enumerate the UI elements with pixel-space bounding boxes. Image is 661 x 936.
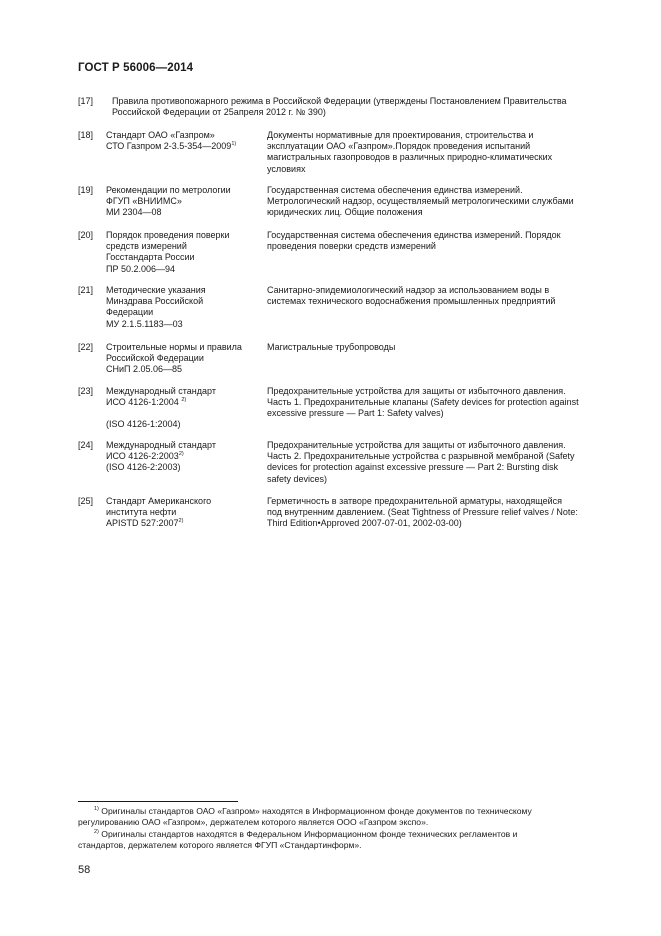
reference-description: Государственная система обеспечения единства измерений. Метрологический надзор, осуществляемый метрологическими службами юридических лиц. Общие положения [267,185,574,218]
reference-number: [21] [78,285,94,295]
reference-description: Правила противопожарного режима в Российской Федерации (утверждены Постановлением Правительства Российской Федерации от 25апреля 2012 г. № 390) [112,96,567,118]
reference-description: Санитарно-эпидемиологический надзор за использованием воды в системах технического водоснабжения промышленных предприятий [267,285,556,307]
footnote-1: $^{1)}$ Оригиналы стандартов ОАО «Газпром» находятся в Информационном фонде документов по техническому регулированию ОАО «Газпром», держателем которого является ООО «Газпром экспо». [78,806,532,827]
reference-number: [23] [78,386,94,396]
reference-description: Документы нормативные для проектирования, строительства и эксплуатации ОАО «Газпром».Порядок проведения испытаний магистральных газопроводов в различных природно-климатических условиях [267,130,553,174]
reference-title: Стандарт Американского института нефти APISTD 527:2007$^{2)}$ [106,496,212,529]
document-header: ГОСТ Р 56006—2014 [78,62,194,74]
footnote-mark: 2) [94,829,99,835]
reference-title: Международный стандарт ИСО 4126-2:2003$^{2)}$ (ISO 4126-2:2003) [106,440,216,473]
footnote-mark: 2) [178,451,184,458]
footnote-mark: 2) [181,397,187,404]
reference-title: Международный стандарт ИСО 4126-1:2004 $^{2)}$ (ISO 4126-1:2004) [106,386,216,430]
reference-number: [17] [78,96,94,106]
reference-number: [20] [78,230,94,240]
reference-number: [25] [78,496,94,506]
page-number: 58 [78,864,91,876]
reference-title: Стандарт ОАО «Газпром» СТО Газпром 2-3.5-354—2009$^{1)}$ [106,130,237,152]
reference-number: [22] [78,342,94,352]
footnote-2: $^{2)}$ Оригиналы стандартов находятся в Федеральном Информационном фонде технических регламентов и стандартов, держателем которого является ФГУП «Стандартинформ». [78,829,518,850]
reference-title: Порядок проведения поверки средств измерений Госстандарта России ПР 50.2.006—94 [106,230,230,274]
reference-description: Предохранительные устройства для защиты от избыточного давления. Часть 2. Предохранительные устройства с разрывной мембраной (Safety devices for protection against excessive pressure — Part 2: Bursting disk safety devices) [267,440,575,484]
reference-number: [24] [78,440,94,450]
footnote-mark: 1) [231,141,237,148]
reference-description: Предохранительные устройства для защиты от избыточного давления. Часть 1. Предохранительные клапаны (Safety devices for protection against excessive pressure — Part 1: Safety valves) [267,386,579,419]
footnote-mark: 2) [178,518,184,525]
reference-number: [19] [78,185,94,195]
reference-number: [18] [78,130,94,140]
reference-description: Магистральные трубопроводы [267,342,396,352]
reference-title: Методические указания Минздрава Российской Федерации МУ 2.1.5.1183—03 [106,285,206,329]
reference-description: Государственная система обеспечения единства измерений. Порядок проведения поверки средств измерений [267,230,561,252]
reference-description: Герметичность в затворе предохранительной арматуры, находящейся под внутренним давлением. (Seat Tightness of Pressure relief valves / Note: Third Edition•Approved 2007-07-01, 2002-03-00) [267,496,578,529]
footnote-mark: 1) [94,806,99,812]
footnote-divider [78,801,238,802]
reference-title: Строительные нормы и правила Российской Федерации СНиП 2.05.06—85 [106,342,242,375]
reference-title: Рекомендации по метрологии ФГУП «ВНИИМС» МИ 2304—08 [106,185,231,218]
